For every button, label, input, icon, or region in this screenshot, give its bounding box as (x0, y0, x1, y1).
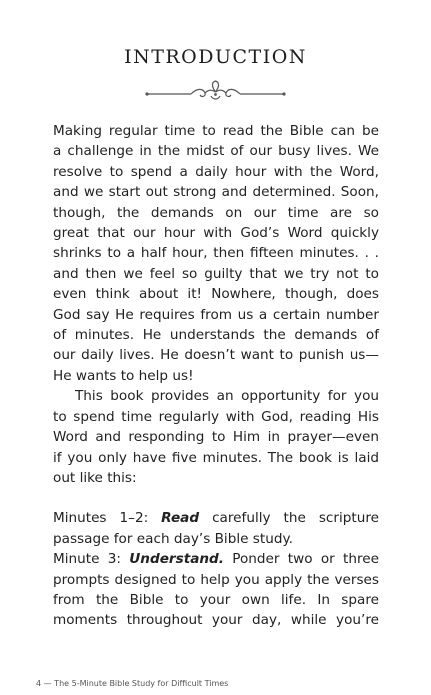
step-text: Ponder two or three (223, 551, 379, 568)
text-line: though, the demands on our time are so (53, 204, 379, 221)
text-line: our daily lives. He doesn’t want to punish us— (53, 347, 379, 364)
step-keyword: Read (161, 510, 200, 527)
text-line: out like this: (53, 469, 137, 486)
text-line: He wants to help us! (53, 367, 194, 384)
body-text (53, 121, 379, 631)
step-label: Minutes 1–2: (53, 510, 162, 527)
step-first-line (53, 549, 379, 569)
text-line: of minutes. He understands the demands of (53, 327, 379, 344)
text-line: Word and responding to Him in prayer—even (53, 429, 379, 446)
text-line: God say He requires from us a certain number (53, 306, 379, 323)
page-title: INTRODUCTION (124, 46, 307, 68)
text-line: and we start out strong and determined. Soon, (53, 184, 379, 201)
step-item (53, 549, 379, 631)
text-line: shrinks to a half hour, then fifteen minutes. . . (53, 245, 379, 262)
step-list (53, 508, 379, 630)
text-line: if you only have five minutes. The book is laid (53, 449, 379, 466)
text-line: from the Bible to your own life. In spare (53, 591, 379, 608)
text-line: and then we feel so guilty that we try not to (53, 265, 379, 282)
step-first-line (53, 508, 379, 528)
page-footer: 4 — The 5-Minute Bible Study for Difficult Times (36, 679, 229, 688)
text-line: even think about it! Nowhere, though, does (53, 286, 379, 303)
step-keyword: Understand. (129, 551, 224, 568)
text-line: moments throughout your day, while you’re (53, 612, 379, 629)
text-line: a challenge in the midst of our busy lives. We (53, 143, 379, 160)
step-item (53, 508, 379, 549)
text-line: great that our hour with God’s Word quickly (53, 225, 379, 242)
text-line: This book provides an opportunity for you (75, 388, 379, 405)
text-line: to spend time regularly with God, reading His (53, 408, 379, 425)
step-text: carefully the scripture (199, 510, 379, 527)
text-line: passage for each day’s Bible study. (53, 530, 293, 547)
text-line: resolve to spend a daily hour with the Word, (53, 163, 379, 180)
paragraph-2 (53, 386, 379, 488)
text-line: prompts designed to help you apply the verses (53, 571, 379, 588)
text-line: Making regular time to read the Bible can be (53, 123, 379, 139)
paragraph-1 (53, 121, 379, 386)
step-label: Minute 3: (53, 551, 130, 568)
flourish-divider-icon (145, 80, 286, 104)
